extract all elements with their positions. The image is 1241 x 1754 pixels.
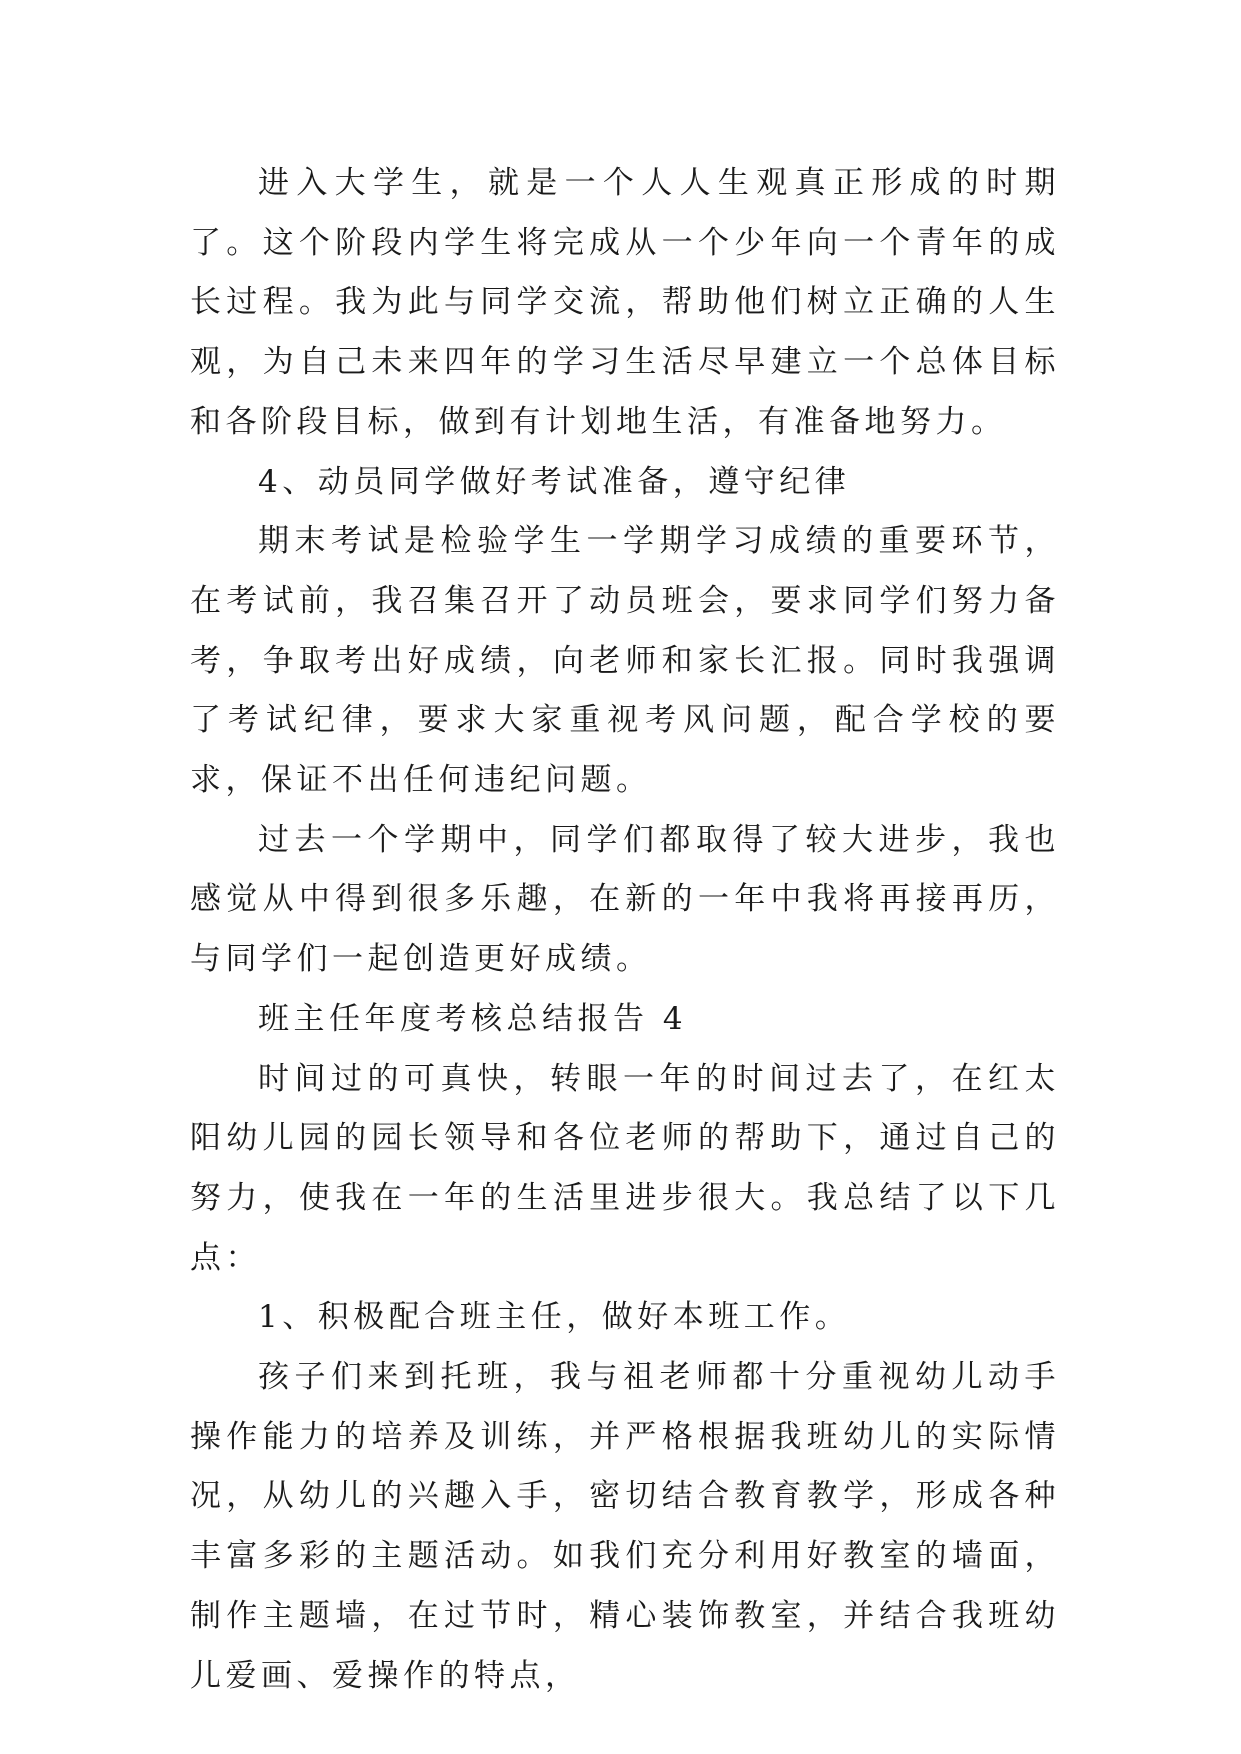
paragraph-final-exam: 期末考试是检验学生一学期学习成绩的重要环节，在考试前，我召集召开了动员班会，要求同学们努力备考，争取考出好成绩，向老师和家长汇报。同时我强调了考试纪律，要求大家重视考风问题，配合学校的要求，保证不出任何违纪问题。 bbox=[190, 523, 1060, 799]
paragraph-class-activities: 孩子们来到托班，我与祖老师都十分重视幼儿动手操作能力的培养及训练，并严格根据我班幼儿的实际情况，从幼儿的兴趣入手，密切结合教育教学，形成各种丰富多彩的主题活动。如我们充分利用好教室的墙面，制作主题墙，在过节时，精心装饰教室，并结合我班幼儿爱画、爱操作的特点， bbox=[190, 1359, 1060, 1694]
document-body bbox=[190, 154, 1060, 1706]
section-heading-cooperate: 1、积极配合班主任，做好本班工作。 bbox=[258, 1299, 851, 1336]
paragraph-intro: 进入大学生，就是一个人人生观真正形成的时期了。这个阶段内学生将完成从一个少年向一个青年的成长过程。我为此与同学交流，帮助他们树立正确的人生观，为自己未来四年的学习生活尽早建立一个总体目标和各阶段目标，做到有计划地生活，有准备地努力。 bbox=[190, 165, 1060, 440]
report-title: 班主任年度考核总结报告 4 bbox=[258, 1000, 688, 1037]
section-heading-exam-mobilization: 4、动员同学做好考试准备，遵守纪律 bbox=[258, 463, 851, 500]
paragraph-year-review: 时间过的可真快，转眼一年的时间过去了，在红太阳幼儿园的园长领导和各位老师的帮助下，通过自己的努力，使我在一年的生活里进步很大。我总结了以下几点： bbox=[190, 1060, 1060, 1276]
paragraph-semester-summary: 过去一个学期中，同学们都取得了较大进步，我也感觉从中得到很多乐趣，在新的一年中我将再接再历，与同学们一起创造更好成绩。 bbox=[190, 821, 1060, 978]
